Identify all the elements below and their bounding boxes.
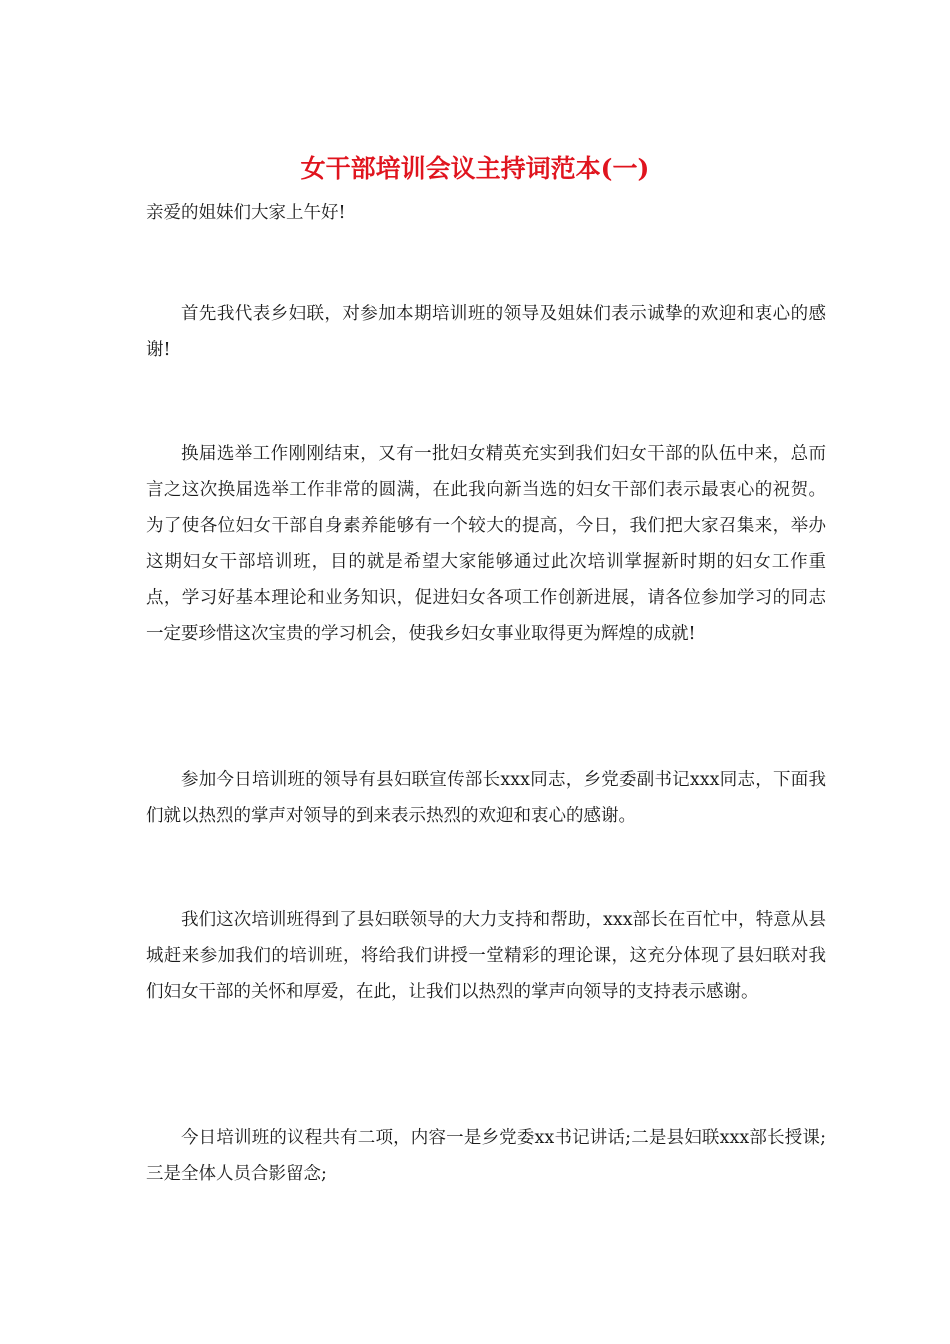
document-title: 女干部培训会议主持词范本(一): [300, 154, 650, 183]
paragraph-leaders: 参加今日培训班的领导有县妇联宣传部长xxx同志，乡党委副书记xxx同志，下面我们就以热烈的掌声对领导的到来表示热烈的欢迎和衷心的感谢。: [146, 770, 826, 826]
paragraph-welcome: 首先我代表乡妇联，对参加本期培训班的领导及姐妹们表示诚挚的欢迎和衷心的感谢!: [146, 304, 826, 360]
paragraph-agenda: 今日培训班的议程共有二项，内容一是乡党委xx书记讲话;二是县妇联xxx部长授课;三是全体人员合影留念;: [146, 1128, 826, 1184]
paragraph-election: 换届选举工作刚刚结束，又有一批妇女精英充实到我们妇女干部的队伍中来，总而言之这次换届选举工作非常的圆满，在此我向新当选的妇女干部们表示最衷心的祝贺。为了使各位妇女干部自身素养能够有一个较大的提高，今日，我们把大家召集来，举办这期妇女干部培训班，目的就是希望大家能够通过此次培训掌握新时期的妇女工作重点，学习好基本理论和业务知识，促进妇女各项工作创新进展，请各位参加学习的同志一定要珍惜这次宝贵的学习机会，使我乡妇女事业取得更为辉煌的成就!: [146, 444, 826, 644]
greeting-line: 亲爱的姐妹们大家上午好!: [146, 203, 346, 223]
paragraph-support: 我们这次培训班得到了县妇联领导的大力支持和帮助，xxx部长在百忙中，特意从县城赶来参加我们的培训班，将给我们讲授一堂精彩的理论课，这充分体现了县妇联对我们妇女干部的关怀和厚爱，在此，让我们以热烈的掌声向领导的支持表示感谢。: [146, 910, 826, 1002]
